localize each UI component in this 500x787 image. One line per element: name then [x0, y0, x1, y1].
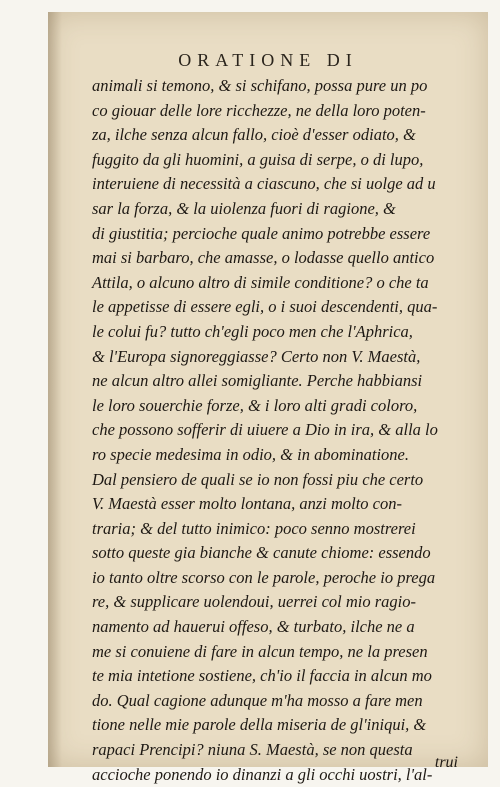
text-line: mai si barbaro, che amasse, o lodasse quello antico — [92, 248, 435, 268]
text-line: sotto queste gia bianche & canute chiome: essendo — [92, 543, 431, 563]
catchword: trui — [434, 754, 458, 771]
text-line: te mia intetione sostiene, ch'io il faccia in alcun mo — [92, 666, 432, 686]
book-page — [48, 12, 488, 784]
text-line: rapaci Prencipi? niuna S. Maestà, se non questa — [92, 740, 413, 760]
text-line: tione nelle mie parole della miseria de gl'iniqui, & — [92, 715, 427, 735]
text-line: V. Maestà esser molto lontana, anzi molto con- — [92, 494, 402, 514]
text-line: accioche ponendo io dinanzi a gli occhi uostri, l'al- — [92, 764, 433, 784]
text-line: le colui fu? tutto ch'egli poco men che l'Aphrica, — [92, 321, 413, 341]
text-line: fuggito da gli huomini, a guisa di serpe, o di lupo, — [92, 149, 424, 169]
text-line: le appetisse di essere egli, o i suoi descendenti, qua- — [92, 297, 438, 317]
text-line: za, ilche senza alcun fallo, cioè d'esser odiato, & — [92, 125, 416, 145]
text-line: animali si temono, & si schifano, possa pure un po — [92, 76, 428, 95]
text-line: io tanto oltre scorso con le parole, peroche io prega — [92, 567, 436, 587]
text-line: ne alcun altro allei somigliante. Perche habbiansi — [92, 371, 423, 391]
text-line: ro specie medesima in odio, & in abominatione. — [92, 444, 409, 464]
text-line: Attila, o alcuno altro di simile conditione? o che ta — [92, 272, 429, 292]
text-line: do. Qual cagione adunque m'ha mosso a fare men — [92, 690, 423, 710]
text-line: che possono sofferir di uiuere a Dio in ira, & alla lo — [92, 420, 438, 440]
text-line: & l'Europa signoreggiasse? Certo non V. Maestà, — [92, 346, 421, 366]
text-line: traria; & del tutto inimico: poco senno mostrerei — [92, 518, 416, 538]
text-line: namento ad hauerui offeso, & turbato, ilche ne a — [92, 617, 415, 637]
text-line: me si conuiene di fare in alcun tempo, ne la presen — [92, 641, 428, 661]
text-line: Dal pensiero de quali se io non fossi piu che certo — [92, 469, 424, 489]
text-line: re, & supplicare uolendoui, uerrei col mio ragio- — [92, 592, 416, 612]
text-line: sar la forza, & la uiolenza fuori di ragione, & — [92, 198, 396, 218]
running-head: ORATIONE DI — [178, 50, 358, 70]
text-line: co giouar delle lore ricchezze, ne della loro poten- — [92, 100, 426, 120]
text-line: interuiene di necessità a ciascuno, che si uolge ad u — [92, 174, 436, 194]
text-line: le loro souerchie forze, & i loro alti gradi coloro, — [92, 395, 418, 415]
body-text — [92, 74, 500, 787]
text-line: di giustitia; percioche quale animo potrebbe essere — [92, 223, 431, 243]
